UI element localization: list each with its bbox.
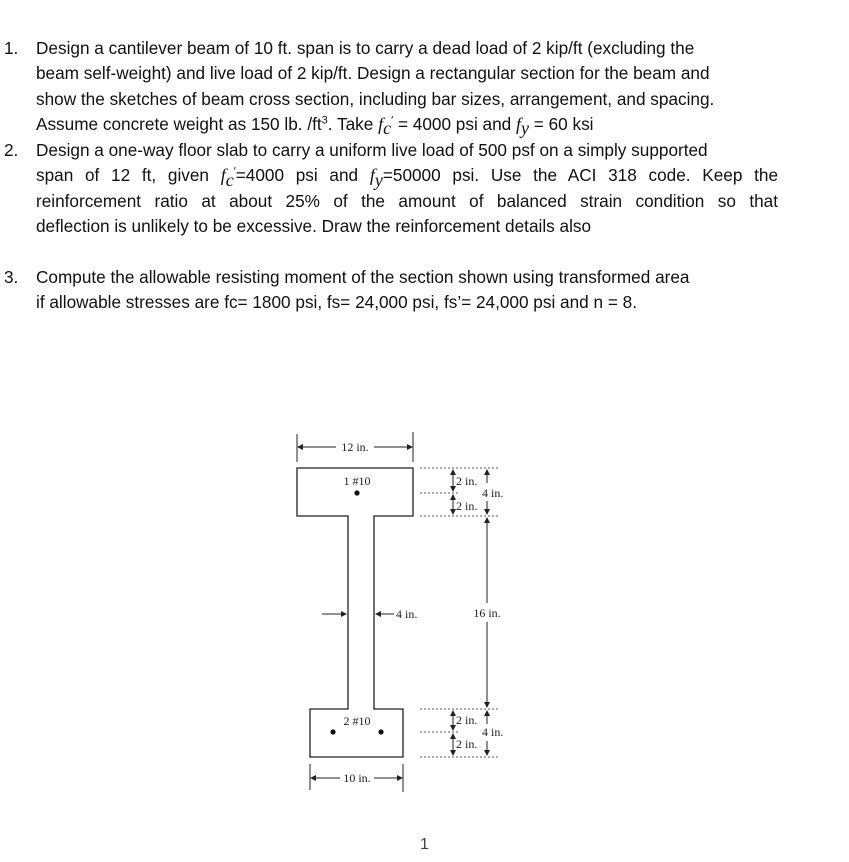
web-height-label: 16 in.	[473, 606, 501, 620]
fc-symbol: f	[378, 113, 384, 134]
top-cover-label-2: 2 in.	[456, 499, 478, 513]
top-cover-label-1: 2 in.	[456, 474, 478, 488]
top-bar-label: 1 #10	[343, 474, 371, 488]
top-width-label: 12 in.	[341, 440, 369, 454]
problem-2-line-3: reinforcement ratio at about 25% of the amount of balanced strain condition so that	[36, 190, 778, 211]
fy-symbol: f	[515, 113, 521, 134]
i-beam-section-figure	[280, 425, 540, 805]
web-width-label: 4 in.	[396, 607, 418, 621]
bottom-bar-dot-right	[378, 729, 383, 734]
bottom-bar-dot-left	[330, 729, 335, 734]
problem-3-line-2: if allowable stresses are fc= 1800 psi, fs= 24,000 psi, fs’= 24,000 psi and n = 8.	[36, 292, 637, 313]
bottom-flange-depth-label: 4 in.	[482, 725, 504, 739]
fc-symbol: f	[220, 165, 226, 186]
problem-number: 3.	[4, 267, 19, 287]
page-number: 1	[420, 836, 429, 853]
fy-symbol: f	[369, 165, 375, 186]
bottom-bar-label: 2 #10	[343, 714, 371, 728]
problem-2-line-1: Design a one-way floor slab to carry a uniform live load of 500 psf on a simply supported	[36, 140, 708, 160]
bottom-cover-label-1: 2 in.	[456, 713, 478, 727]
top-bar-dot	[354, 490, 359, 495]
bottom-cover-label-2: 2 in.	[456, 737, 478, 751]
problem-number: 1.	[4, 38, 19, 58]
problem-2-line-2: span of 12 ft, given $f_c'=4000$ psi and $f_y=50000$ psi. Use the ACI 318 code. Keep the	[36, 165, 779, 190]
problem-3-line-1: Compute the allowable resisting moment of the section shown using transformed area	[36, 267, 690, 287]
problem-number: 2.	[4, 140, 19, 160]
top-flange-depth-label: 4 in.	[482, 486, 504, 500]
problem-2-line-4: deflection is unlikely to be excessive. Draw the reinforcement details also	[36, 215, 592, 236]
bottom-width-label: 10 in.	[343, 771, 371, 785]
problem-1-line-4: Assume concrete weight as 150 lb. $/ft^3$. Take $f_c' = 4000$ psi and $f_y = 60$ ksi	[36, 113, 594, 139]
problem-1-line-2: beam self-weight) and live load of 2 kip/ft. Design a rectangular section for the beam and	[36, 63, 710, 84]
problem-1-line-1: Design a cantilever beam of 10 ft. span is to carry a dead load of 2 kip/ft (excluding the	[36, 38, 695, 58]
problem-1-line-3: show the sketches of beam cross section, including bar sizes, arrangement, and spacing.	[36, 88, 715, 109]
